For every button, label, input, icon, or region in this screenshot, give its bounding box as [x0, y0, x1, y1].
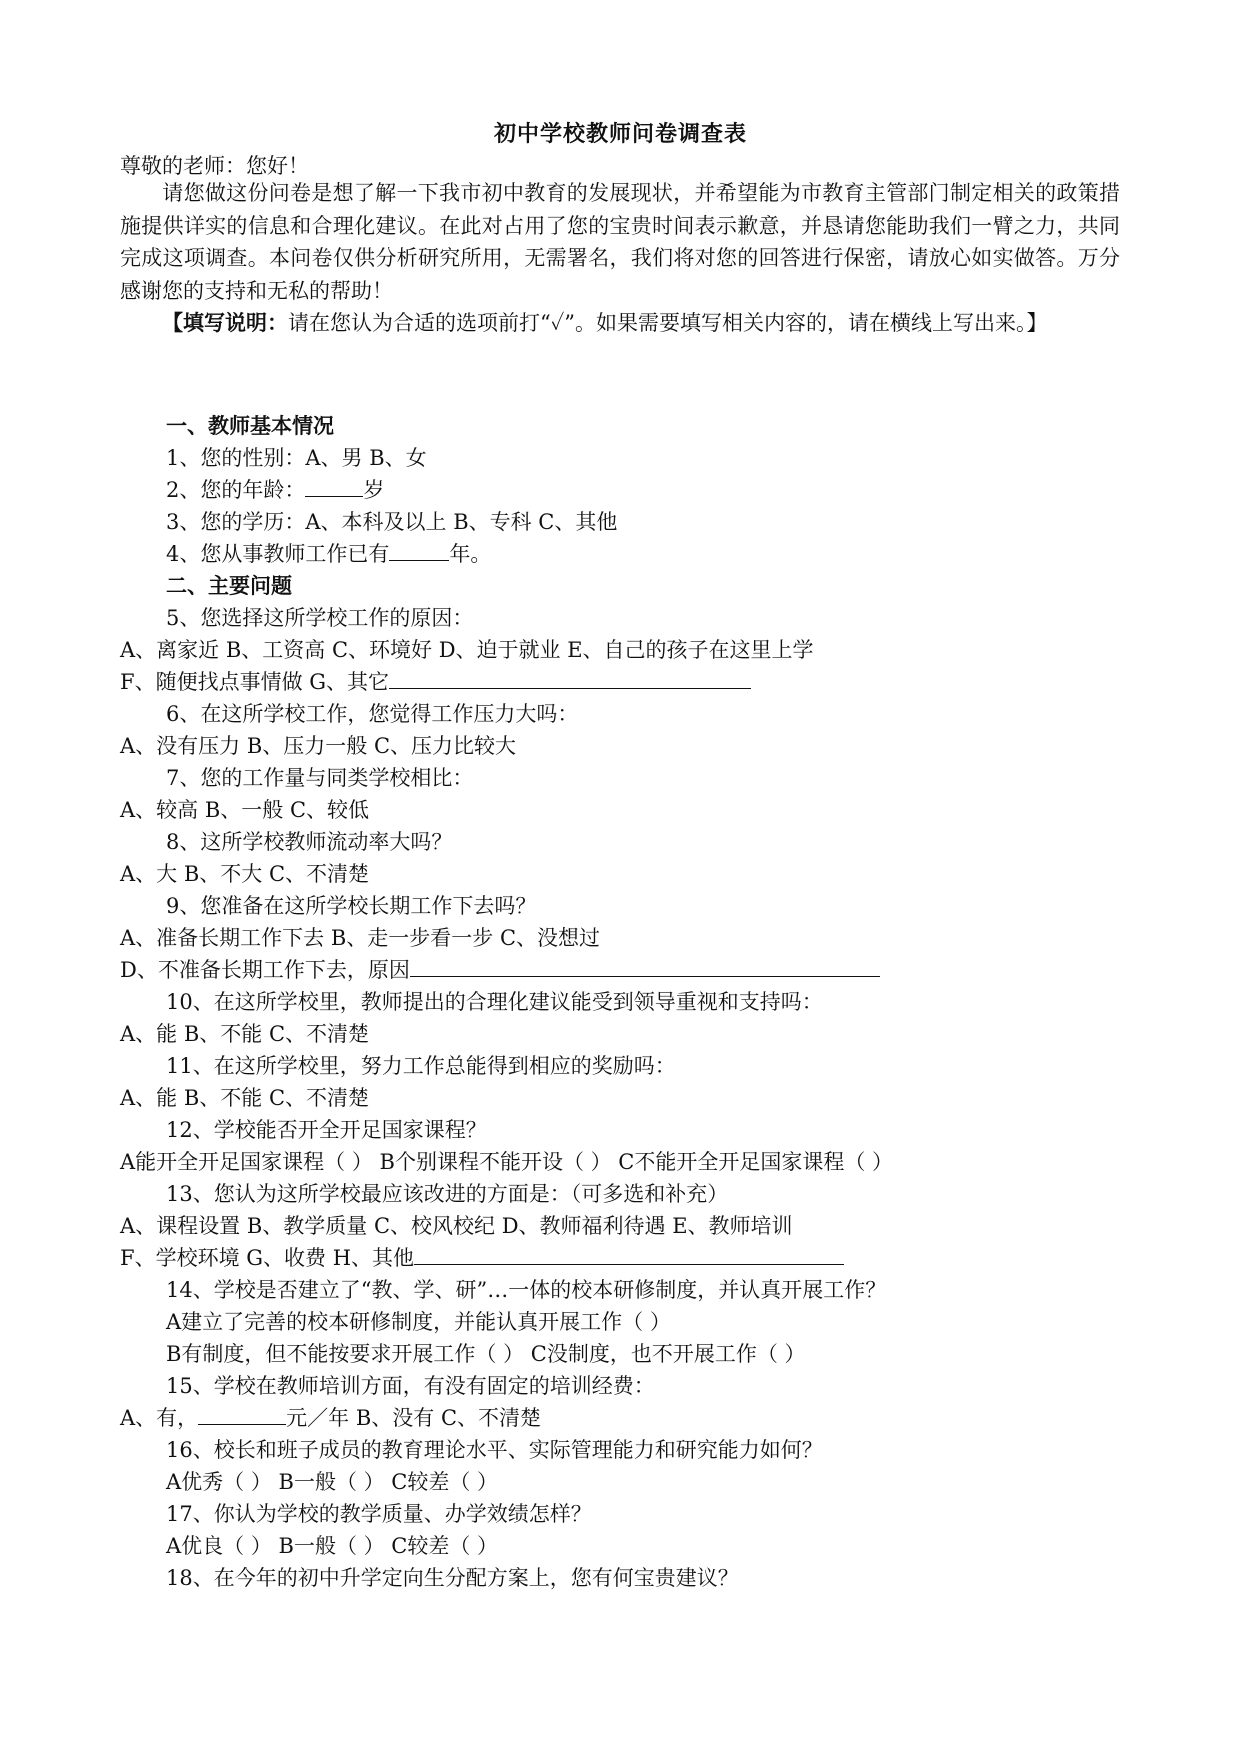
q12-question: 12、学校能否开全开足国家课程？ [166, 1118, 487, 1142]
instructions-paragraph [120, 307, 1120, 340]
q15-options: A、有， 元／年 B、没有 C、不清楚 [120, 1402, 541, 1432]
q14-options-2: B有制度，但不能按要求开展工作（ ） C没制度，也不开展工作（ ） [166, 1342, 806, 1366]
document-title: 初中学校教师问卷调查表 [493, 121, 747, 147]
q2: 2、您的年龄： 岁 [166, 474, 384, 504]
q15-amount-blank[interactable] [198, 1403, 286, 1425]
section-1-heading: 一、教师基本情况 [166, 413, 334, 438]
q15-question: 15、学校在教师培训方面，有没有固定的培训经费： [166, 1374, 655, 1398]
q11-options: A、能 B、不能 C、不清楚 [120, 1086, 370, 1110]
q6-options: A、没有压力 B、压力一般 C、压力比较大 [120, 734, 517, 758]
q13-question: 13、您认为这所学校最应该改进的方面是：（可多选和补充） [166, 1182, 729, 1206]
q9-question: 9、您准备在这所学校长期工作下去吗？ [166, 894, 537, 918]
q5-options-1: A、离家近 B、工资高 C、环境好 D、迫于就业 E、自己的孩子在这里上学 [120, 638, 814, 662]
q1: 1、您的性别：A、男 B、女 [166, 446, 427, 470]
greeting: 尊敬的老师：您好！ [120, 154, 309, 178]
intro-text: 请您做这份问卷是想了解一下我市初中教育的发展现状，并希望能为市教育主管部门制定相关的政策措施提供详实的信息和合理化建议。在此对占用了您的宝贵时间表示歉意，并恳请您能助我们一臂之力，共同完成这项调查。本问卷仅供分析研究所用，无需署名，我们将对您的回答进行保密，请放心如实做答。万分感谢您的支持和无私的帮助！ [120, 181, 1120, 303]
q5-question: 5、您选择这所学校工作的原因： [166, 606, 474, 630]
q5-other-blank[interactable] [389, 667, 751, 689]
q10-options: A、能 B、不能 C、不清楚 [120, 1022, 370, 1046]
q16-question: 16、校长和班子成员的教育理论水平、实际管理能力和研究能力如何？ [166, 1438, 823, 1462]
q13-other-blank[interactable] [414, 1243, 844, 1265]
q18-question: 18、在今年的初中升学定向生分配方案上，您有何宝贵建议？ [166, 1566, 739, 1590]
q3: 3、您的学历：A、本科及以上 B、专科 C、其他 [166, 510, 618, 534]
q10-question: 10、在这所学校里，教师提出的合理化建议能受到领导重视和支持吗： [166, 990, 823, 1014]
q9-options-2: D、不准备长期工作下去，原因 [120, 954, 880, 984]
q17-options: A优良（ ） B一般（ ） C较差（ ） [166, 1534, 499, 1558]
q13-options-1: A、课程设置 B、教学质量 C、校风校纪 D、教师福利待遇 E、教师培训 [120, 1214, 793, 1238]
intro-paragraph [120, 177, 1120, 307]
q13-options-2: F、学校环境 G、收费 H、其他 [120, 1242, 844, 1272]
q14-options-1: A建立了完善的校本研修制度，并能认真开展工作（ ） [166, 1310, 671, 1334]
instructions-text: 请在您认为合适的选项前打“✓”。如果需要填写相关内容的，请在横线上写出来。】 [288, 311, 1048, 335]
q9-reason-blank[interactable] [410, 955, 880, 977]
q5-options-2: F、随便找点事情做 G、其它 [120, 666, 751, 696]
q6-question: 6、在这所学校工作，您觉得工作压力大吗： [166, 702, 579, 726]
q9-options-1: A、准备长期工作下去 B、走一步看一步 C、没想过 [120, 926, 601, 950]
q7-question: 7、您的工作量与同类学校相比： [166, 766, 474, 790]
q4-answer-blank[interactable] [389, 539, 449, 561]
instructions-label: 【填写说明： [162, 310, 288, 335]
q8-options: A、大 B、不大 C、不清楚 [120, 862, 370, 886]
q8-question: 8、这所学校教师流动率大吗？ [166, 830, 453, 854]
q16-options: A优秀（ ） B一般（ ） C较差（ ） [166, 1470, 499, 1494]
q17-question: 17、你认为学校的教学质量、办学效绩怎样？ [166, 1502, 592, 1526]
q7-options: A、较高 B、一般 C、较低 [120, 798, 370, 822]
q2-answer-blank[interactable] [305, 475, 363, 497]
q14-question: 14、学校是否建立了“教、学、研”…一体的校本研修制度，并认真开展工作？ [166, 1278, 887, 1302]
q12-options: A能开全开足国家课程（ ） B个别课程不能开设（ ） C不能开全开足国家课程（ ） [120, 1150, 894, 1174]
q11-question: 11、在这所学校里，努力工作总能得到相应的奖励吗： [166, 1054, 676, 1078]
q4: 4、您从事教师工作已有 年。 [166, 538, 491, 568]
section-2-heading: 二、主要问题 [166, 573, 292, 598]
